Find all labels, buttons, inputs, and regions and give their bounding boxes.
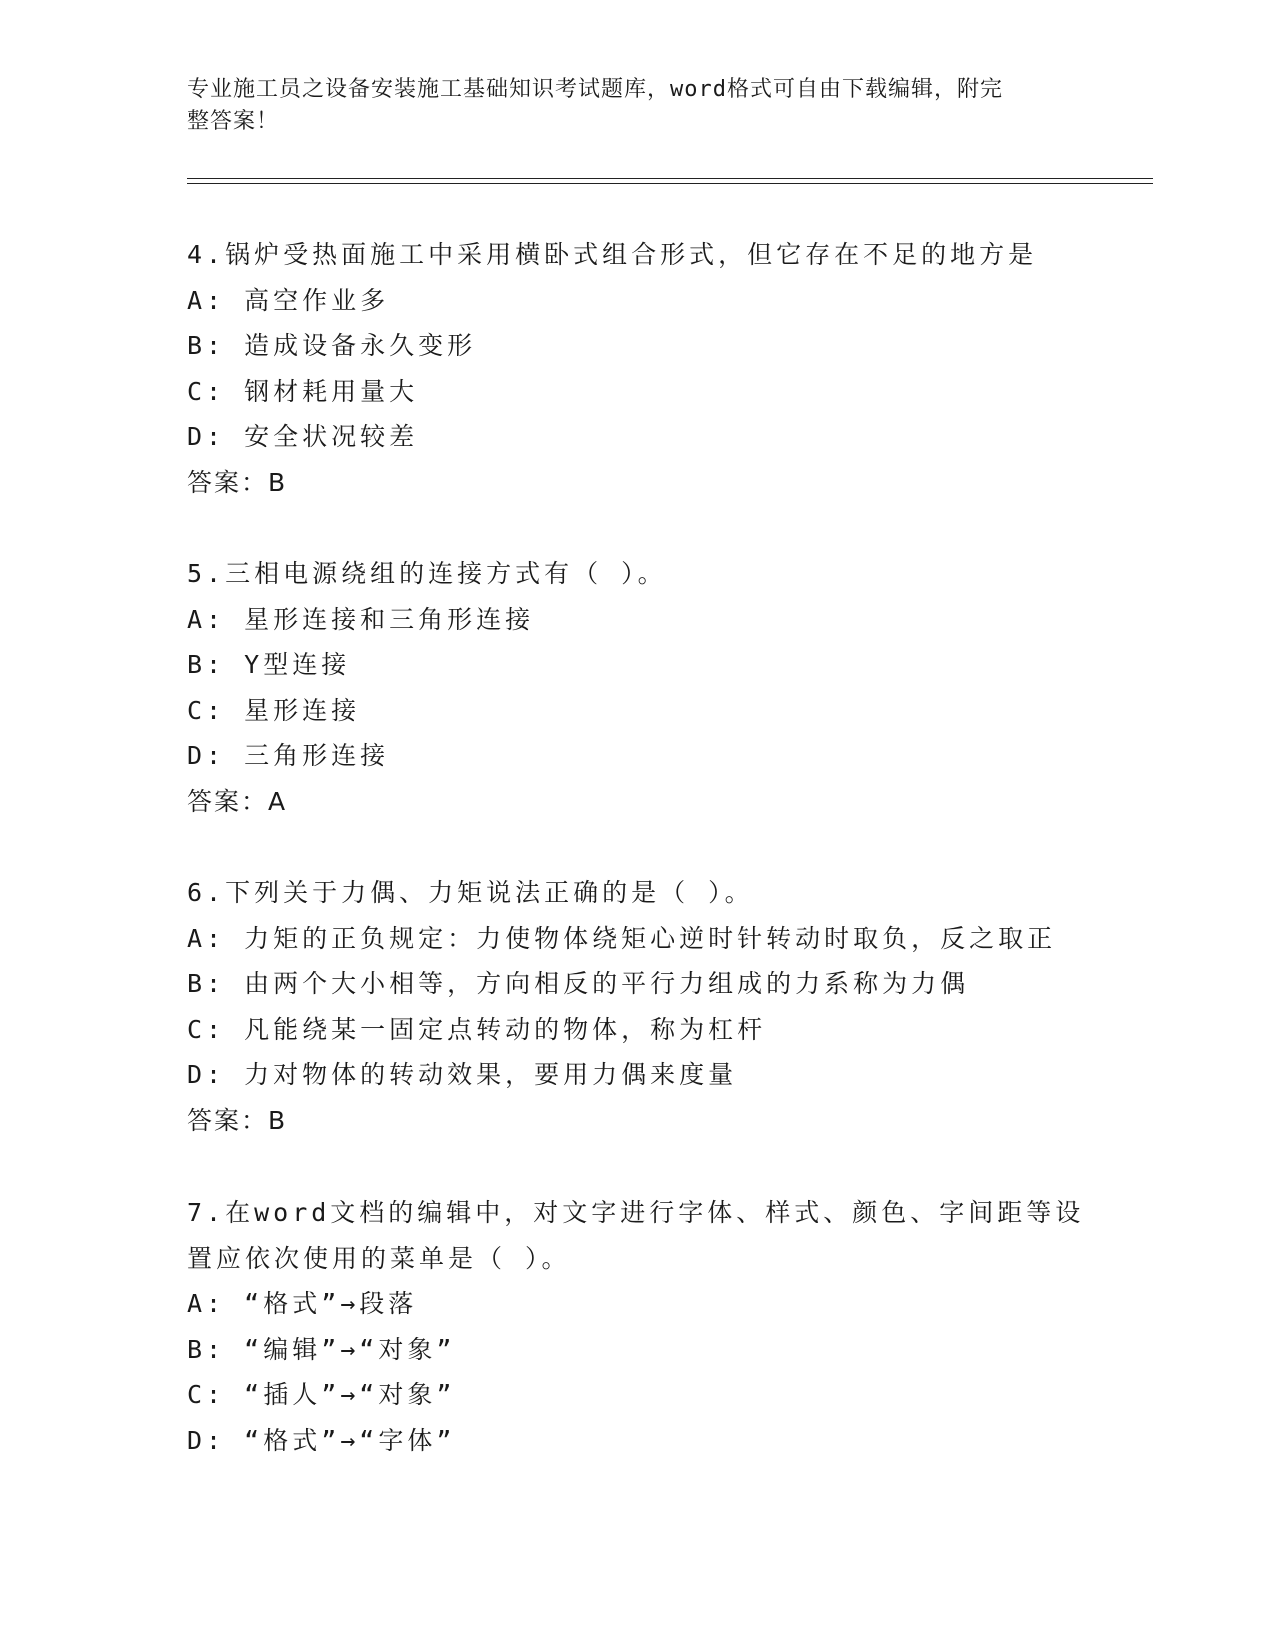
question-7: [187, 1190, 1087, 1463]
answer-line: 答案：B: [187, 1105, 288, 1135]
question-stem-line-2: 置应依次使用的菜单是（ ）。: [187, 1243, 571, 1273]
header-divider-bottom: [187, 183, 1153, 184]
option-d: D: 三角形连接: [187, 741, 390, 770]
option-d: D: 力对物体的转动效果，要用力偶来度量: [187, 1060, 738, 1089]
question-5: [187, 551, 1087, 824]
option-d: D: 安全状况较差: [187, 422, 419, 451]
option-d: D: “格式”→“字体”: [187, 1425, 456, 1455]
option-b: B: 造成设备永久变形: [187, 331, 477, 360]
question-stem: 4.锅炉受热面施工中采用横卧式组合形式，但它存在不足的地方是: [187, 240, 1038, 269]
option-c: C: 星形连接: [187, 695, 361, 725]
header-divider-top: [187, 178, 1153, 179]
answer-line: 答案：A: [187, 786, 288, 816]
header-line-2: 整答案！: [187, 109, 280, 134]
question-6: [187, 870, 1087, 1143]
header-line-1: 专业施工员之设备安装施工基础知识考试题库，word格式可自由下载编辑，附完: [187, 77, 1003, 102]
option-b: B: Y型连接: [187, 650, 351, 679]
question-4: [187, 232, 1087, 505]
option-a: A: “格式”→段落: [187, 1289, 418, 1318]
option-a: A: 星形连接和三角形连接: [187, 604, 535, 634]
question-stem: 6.下列关于力偶、力矩说法正确的是（ ）。: [187, 878, 754, 907]
answer-line: 答案：B: [187, 467, 288, 497]
option-c: C: 凡能绕某一固定点转动的物体，称为杠杆: [187, 1014, 767, 1044]
option-a: A: 高空作业多: [187, 285, 390, 315]
option-b: B: “编辑”→“对象”: [187, 1334, 456, 1364]
option-c: C: 钢材耗用量大: [187, 376, 419, 406]
question-stem-line-1: 7.在word文档的编辑中，对文字进行字体、样式、颜色、字间距等设: [187, 1198, 1085, 1227]
document-header: [187, 74, 1067, 138]
question-stem: 5.三相电源绕组的连接方式有（ ）。: [187, 559, 667, 588]
option-b: B: 由两个大小相等，方向相反的平行力组成的力系称为力偶: [187, 969, 970, 998]
option-c: C: “插人”→“对象”: [187, 1380, 456, 1409]
option-a: A: 力矩的正负规定：力使物体绕矩心逆时针转动时取负，反之取正: [187, 923, 1057, 953]
